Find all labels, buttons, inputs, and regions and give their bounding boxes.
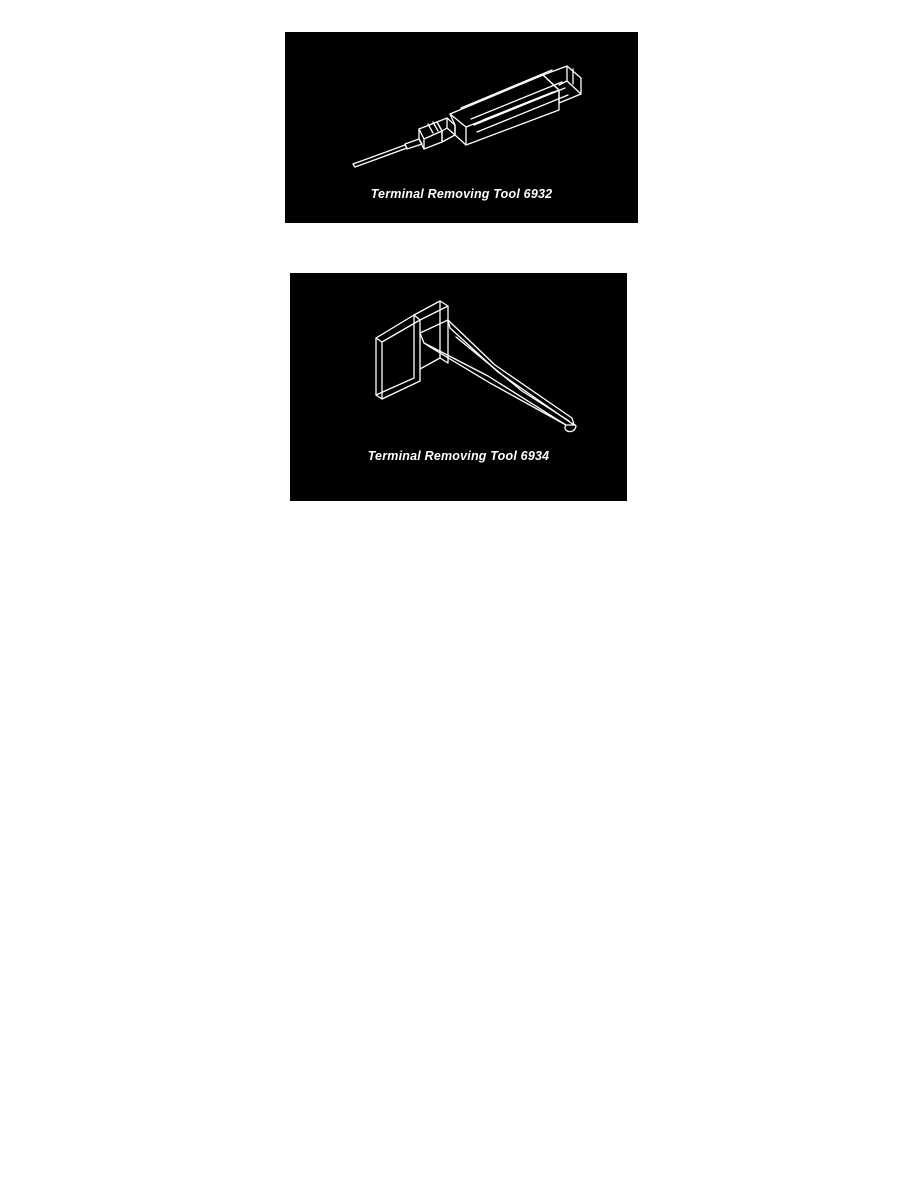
figure-caption: Terminal Removing Tool 6932 — [370, 187, 553, 201]
terminal-removing-tool-6934-illustration — [290, 273, 627, 501]
figure-terminal-removing-tool-6934 — [290, 273, 627, 501]
figure-caption: Terminal Removing Tool 6934 — [367, 449, 550, 463]
figure-terminal-removing-tool-6932 — [285, 32, 638, 223]
